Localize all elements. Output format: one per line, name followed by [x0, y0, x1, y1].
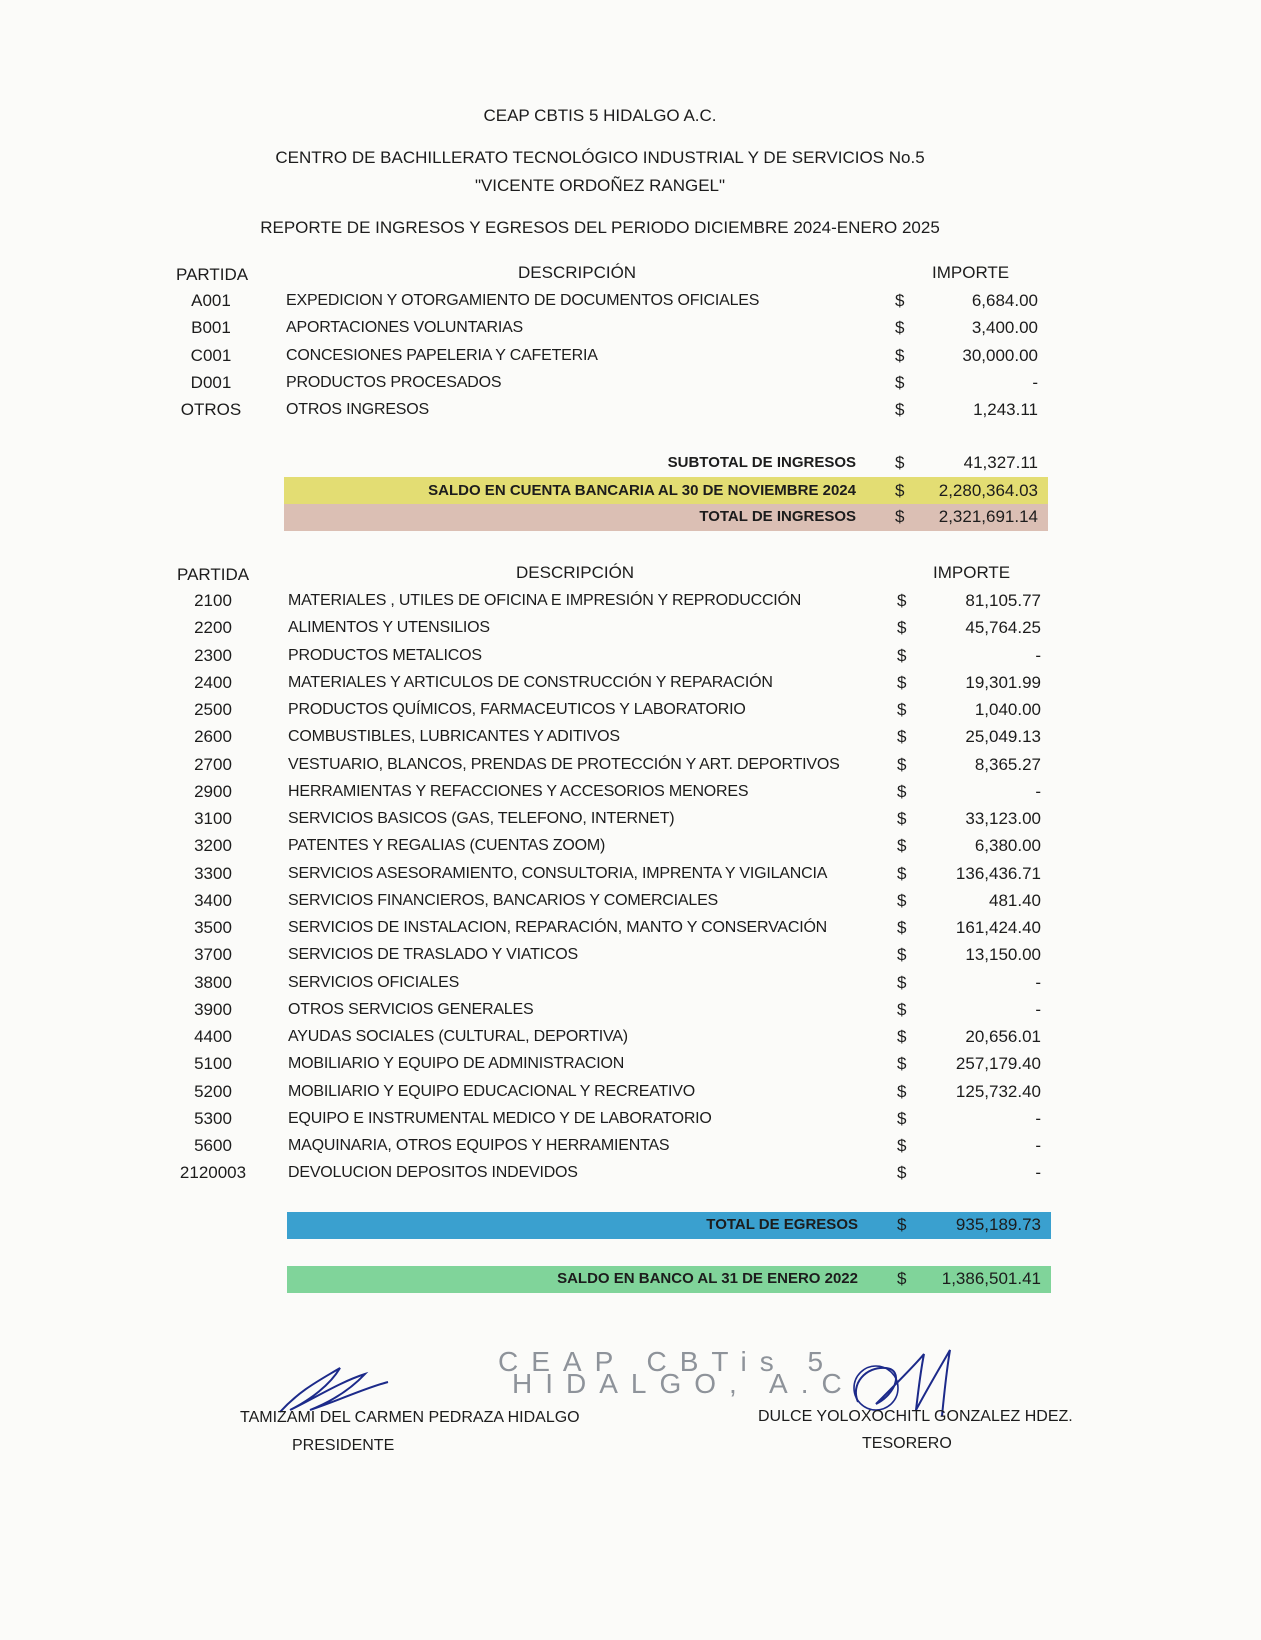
- egresos-row-description: SERVICIOS ASESORAMIENTO, CONSULTORIA, IMPRENTA Y VIGILANCIA: [288, 864, 828, 882]
- egresos-row-currency: $: [897, 890, 907, 910]
- stamp-line1: CEAP CBTis 5: [498, 1346, 837, 1377]
- egresos-row-currency: $: [897, 1027, 907, 1046]
- egresos-row-partida: 3400: [194, 890, 232, 910]
- egresos-row-currency: $: [897, 1136, 907, 1155]
- left-signature-role: PRESIDENTE: [292, 1437, 395, 1454]
- ingresos-row-partida: A001: [191, 291, 231, 310]
- egresos-row-partida: 5100: [194, 1054, 232, 1074]
- egresos-row-currency: $: [897, 591, 907, 610]
- egresos-row-currency: $: [897, 918, 907, 937]
- ingresos-row-partida: D001: [190, 372, 232, 392]
- ingresos-row-amount: 3,400.00: [971, 318, 1038, 338]
- saldo-final-label: SALDO EN BANCO AL 31 DE ENERO 2022: [557, 1270, 858, 1287]
- egresos-row-partida: 3200: [194, 836, 232, 856]
- egresos-row-amount: 13,150.00: [965, 945, 1041, 965]
- ingresos-row-amount: -: [1032, 372, 1038, 392]
- egresos-importe-header: IMPORTE: [933, 563, 1011, 582]
- egresos-row-currency: $: [897, 672, 907, 692]
- egresos-row-description: SERVICIOS DE TRASLADO Y VIATICOS: [288, 946, 578, 964]
- report-title: REPORTE DE INGRESOS Y EGRESOS DEL PERIODO DICIEMBRE 2024-ENERO 2025: [260, 218, 940, 237]
- saldo-final-currency: $: [897, 1269, 907, 1288]
- total-egresos-label: TOTAL DE EGRESOS: [706, 1216, 858, 1233]
- saldo-noviembre-label: SALDO EN CUENTA BANCARIA AL 30 DE NOVIEMBRE 2024: [428, 482, 856, 499]
- egresos-row-currency: $: [897, 618, 907, 638]
- egresos-partida-header: PARTIDA: [177, 565, 250, 584]
- egresos-row-amount: -: [1035, 645, 1041, 665]
- total-egresos-currency: $: [897, 1215, 907, 1234]
- egresos-row-description: OTROS SERVICIOS GENERALES: [288, 1000, 534, 1018]
- egresos-row-partida: 3500: [194, 918, 232, 937]
- egresos-row-currency: $: [897, 1081, 907, 1101]
- egresos-row-amount: 45,764.25: [965, 618, 1041, 638]
- egresos-row-currency: $: [897, 754, 907, 774]
- egresos-row-amount: -: [1035, 999, 1041, 1019]
- total-egresos-amount: 935,189.73: [955, 1215, 1041, 1234]
- saldo-noviembre-amount: 2,280,364.03: [938, 481, 1038, 500]
- egresos-row-description: SERVICIOS BASICOS (GAS, TELEFONO, INTERNET): [288, 810, 675, 827]
- ingresos-row-amount: 1,243.11: [973, 400, 1038, 420]
- egresos-row-amount: -: [1035, 972, 1041, 992]
- egresos-row-amount: 125,732.40: [955, 1081, 1041, 1101]
- egresos-row-amount: 8,365.27: [974, 754, 1041, 774]
- egresos-row-description: MATERIALES , UTILES DE OFICINA E IMPRESIÓN Y REPRODUCCIÓN: [288, 592, 802, 609]
- ingresos-row-currency: $: [895, 318, 905, 338]
- left-signature-name: TAMIZAMI DEL CARMEN PEDRAZA HIDALGO: [240, 1409, 580, 1426]
- egresos-row-amount: -: [1035, 1163, 1041, 1183]
- egresos-row-partida: 2700: [194, 754, 232, 774]
- school-title: CENTRO DE BACHILLERATO TECNOLÓGICO INDUSTRIAL Y DE SERVICIOS No.5: [275, 148, 925, 167]
- ingresos-row-partida: OTROS: [180, 400, 242, 420]
- egresos-row-partida: 3700: [194, 945, 232, 965]
- egresos-row-partida: 4400: [194, 1027, 232, 1046]
- egresos-row-currency: $: [897, 1054, 907, 1074]
- egresos-row-amount: -: [1035, 1108, 1041, 1128]
- egresos-row-amount: 33,123.00: [965, 809, 1041, 828]
- right-signature-role: TESORERO: [862, 1435, 952, 1452]
- subtotal-ingresos-amount: 41,327.11: [963, 453, 1038, 472]
- ingresos-importe-header: IMPORTE: [932, 263, 1010, 282]
- egresos-row-partida: 2120003: [179, 1163, 247, 1183]
- egresos-row-partida: 3800: [194, 972, 232, 992]
- egresos-row-description: MAQUINARIA, OTROS EQUIPOS Y HERRAMIENTAS: [288, 1137, 670, 1154]
- subtotal-ingresos-currency: $: [895, 453, 905, 472]
- egresos-row-description: PATENTES Y REGALIAS (CUENTAS ZOOM): [288, 837, 606, 855]
- egresos-row-amount: 81,105.77: [965, 591, 1041, 610]
- egresos-row-partida: 3300: [194, 863, 232, 883]
- egresos-row-currency: $: [897, 945, 907, 965]
- egresos-row-currency: $: [897, 1163, 907, 1183]
- subtotal-ingresos-label: SUBTOTAL DE INGRESOS: [667, 454, 856, 471]
- egresos-row-partida: 2900: [194, 781, 232, 801]
- ingresos-row-description: APORTACIONES VOLUNTARIAS: [286, 319, 524, 337]
- egresos-row-partida: 2500: [194, 700, 232, 719]
- egresos-row-partida: 2200: [194, 618, 232, 638]
- ingresos-row-description: EXPEDICION Y OTORGAMIENTO DE DOCUMENTOS OFICIALES: [286, 292, 760, 309]
- egresos-row-amount: 25,049.13: [965, 727, 1041, 747]
- egresos-row-partida: 2100: [194, 591, 232, 610]
- egresos-row-description: MOBILIARIO Y EQUIPO DE ADMINISTRACION: [288, 1055, 625, 1073]
- egresos-row-currency: $: [897, 781, 907, 801]
- egresos-row-partida: 5300: [194, 1108, 232, 1128]
- total-ingresos-label: TOTAL DE INGRESOS: [699, 508, 856, 525]
- egresos-row-currency: $: [897, 645, 907, 665]
- egresos-descripcion-header: DESCRIPCIÓN: [516, 563, 635, 582]
- egresos-row-amount: -: [1035, 1136, 1041, 1155]
- ingresos-row-currency: $: [895, 345, 905, 365]
- egresos-row-currency: $: [897, 836, 907, 856]
- total-ingresos-amount: 2,321,691.14: [938, 507, 1038, 526]
- egresos-row-partida: 2300: [194, 645, 232, 665]
- egresos-row-description: HERRAMIENTAS Y REFACCIONES Y ACCESORIOS MENORES: [288, 782, 749, 800]
- egresos-row-amount: 20,656.01: [965, 1027, 1041, 1046]
- ingresos-descripcion-header: DESCRIPCIÓN: [518, 263, 637, 282]
- ingresos-partida-header: PARTIDA: [176, 265, 249, 284]
- egresos-row-currency: $: [897, 972, 907, 992]
- egresos-row-partida: 5200: [194, 1081, 232, 1101]
- egresos-row-partida: 2400: [194, 672, 232, 692]
- egresos-row-currency: $: [897, 700, 907, 719]
- ingresos-row-currency: $: [895, 291, 905, 310]
- egresos-row-amount: -: [1035, 781, 1041, 801]
- egresos-row-amount: 1,040.00: [974, 700, 1041, 719]
- egresos-row-amount: 136,436.71: [955, 863, 1041, 883]
- ingresos-row-amount: 30,000.00: [962, 345, 1038, 365]
- ingresos-row-amount: 6,684.00: [971, 291, 1038, 310]
- school-name: "VICENTE ORDOÑEZ RANGEL": [474, 176, 726, 195]
- ingresos-row-description: CONCESIONES PAPELERIA Y CAFETERIA: [286, 346, 598, 364]
- egresos-row-amount: 257,179.40: [955, 1054, 1041, 1074]
- egresos-row-description: SERVICIOS FINANCIEROS, BANCARIOS Y COMERCIALES: [288, 891, 719, 909]
- egresos-row-currency: $: [897, 1108, 907, 1128]
- egresos-row-partida: 5600: [194, 1136, 232, 1155]
- ingresos-row-partida: B001: [191, 318, 231, 338]
- egresos-row-description: COMBUSTIBLES, LUBRICANTES Y ADITIVOS: [288, 728, 620, 746]
- ingresos-row-partida: C001: [190, 345, 232, 365]
- ingresos-row-currency: $: [895, 400, 905, 420]
- egresos-row-description: MOBILIARIO Y EQUIPO EDUCACIONAL Y RECREATIVO: [288, 1082, 696, 1100]
- egresos-row-description: SERVICIOS DE INSTALACION, REPARACIÓN, MANTO Y CONSERVACIÓN: [288, 919, 828, 936]
- egresos-row-amount: 481.40: [989, 890, 1041, 910]
- egresos-row-description: EQUIPO E INSTRUMENTAL MEDICO Y DE LABORATORIO: [288, 1109, 712, 1127]
- egresos-row-description: VESTUARIO, BLANCOS, PRENDAS DE PROTECCIÓN Y ART. DEPORTIVOS: [288, 755, 840, 773]
- egresos-row-partida: 3100: [194, 809, 232, 828]
- stamp-line2: HIDALGO, A.C: [512, 1368, 855, 1399]
- saldo-noviembre-currency: $: [895, 481, 905, 500]
- egresos-row-description: ALIMENTOS Y UTENSILIOS: [288, 619, 490, 637]
- egresos-row-description: AYUDAS SOCIALES (CULTURAL, DEPORTIVA): [288, 1028, 628, 1045]
- egresos-row-description: DEVOLUCION DEPOSITOS INDEVIDOS: [288, 1164, 578, 1182]
- egresos-row-currency: $: [897, 809, 907, 828]
- egresos-row-amount: 19,301.99: [965, 672, 1041, 692]
- egresos-row-partida: 2600: [194, 727, 232, 747]
- ingresos-row-description: PRODUCTOS PROCESADOS: [286, 373, 502, 391]
- org-title: CEAP CBTIS 5 HIDALGO A.C.: [483, 106, 717, 125]
- egresos-row-currency: $: [897, 727, 907, 747]
- egresos-row-partida: 3900: [194, 999, 232, 1019]
- egresos-row-currency: $: [897, 863, 907, 883]
- ingresos-row-description: OTROS INGRESOS: [286, 401, 429, 419]
- egresos-row-amount: 161,424.40: [955, 918, 1041, 937]
- egresos-row-description: PRODUCTOS QUÍMICOS, FARMACEUTICOS Y LABORATORIO: [288, 701, 746, 718]
- total-ingresos-currency: $: [895, 507, 905, 526]
- egresos-row-description: SERVICIOS OFICIALES: [288, 973, 460, 991]
- egresos-row-currency: $: [897, 999, 907, 1019]
- egresos-row-amount: 6,380.00: [974, 836, 1041, 856]
- saldo-final-amount: 1,386,501.41: [941, 1269, 1041, 1288]
- right-signature-name: DULCE YOLOXOCHITL GONZALEZ HDEZ.: [758, 1408, 1073, 1425]
- ingresos-row-currency: $: [895, 372, 905, 392]
- egresos-row-description: PRODUCTOS METALICOS: [288, 646, 482, 664]
- egresos-row-description: MATERIALES Y ARTICULOS DE CONSTRUCCIÓN Y REPARACIÓN: [288, 673, 773, 691]
